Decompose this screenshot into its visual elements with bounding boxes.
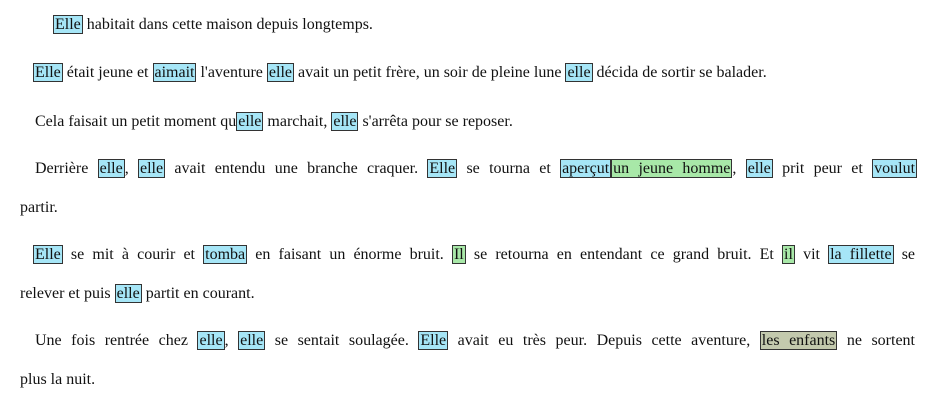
text-run: prit peur et bbox=[772, 160, 873, 177]
text-run: en faisant un énorme bruit. bbox=[247, 246, 452, 263]
text-run: partir. bbox=[20, 199, 58, 216]
paragraph-3-line-1 bbox=[35, 112, 513, 132]
text-run: l'aventure bbox=[196, 64, 267, 81]
mention-elle: Elle bbox=[55, 16, 81, 33]
mention-il: Il bbox=[453, 246, 464, 263]
text-run: Derrière bbox=[35, 160, 98, 177]
paragraph-2-line-1 bbox=[33, 63, 767, 83]
text-run: s'arrêta pour se reposer. bbox=[358, 113, 513, 130]
text-run: habitait dans cette maison depuis longtemps. bbox=[82, 16, 373, 33]
mention-aimait: aimait bbox=[154, 64, 195, 81]
mention-elle: Elle bbox=[35, 64, 61, 81]
text-run: se sentait soulagée. bbox=[265, 332, 419, 349]
text-run: vit bbox=[794, 246, 829, 263]
text-run: Une fois rentrée chez bbox=[35, 332, 198, 349]
text-run: se retourna en entendant ce grand bruit. Et bbox=[465, 246, 783, 263]
mention-elle: Elle bbox=[35, 246, 61, 263]
mention-elle: elle bbox=[199, 332, 223, 349]
paragraph-5-line-2 bbox=[20, 284, 255, 304]
paragraph-5-line-1 bbox=[33, 245, 915, 265]
mention-elle: elle bbox=[240, 332, 264, 349]
text-run: , bbox=[224, 332, 239, 349]
mention-tomba: tomba bbox=[205, 246, 246, 263]
mention-elle: elle bbox=[268, 64, 292, 81]
mention-voulut: voulut bbox=[874, 160, 916, 177]
mention-elle: elle bbox=[139, 160, 164, 177]
mention-elle: elle bbox=[99, 160, 123, 177]
text-run: avait un petit frère, un soir de pleine lune bbox=[293, 64, 566, 81]
text-run: , bbox=[732, 160, 746, 177]
paragraph-6-line-1 bbox=[35, 331, 915, 351]
paragraph-1-line-1 bbox=[53, 15, 373, 35]
paragraph-6-line-2 bbox=[20, 370, 95, 390]
text-run: plus la nuit. bbox=[20, 371, 96, 388]
mention-il: il bbox=[784, 246, 793, 263]
mention-apercut: aperçut bbox=[562, 160, 610, 177]
text-run: avait entendu une branche craquer. bbox=[165, 160, 428, 177]
text-run: marchait, bbox=[263, 113, 332, 130]
text-run: relever et puis bbox=[20, 285, 115, 302]
paragraph-4-line-2 bbox=[20, 198, 58, 218]
mention-un-jeune-homme: un jeune homme bbox=[613, 160, 731, 177]
mention-elle: elle bbox=[238, 113, 262, 130]
mention-elle: elle bbox=[333, 113, 357, 130]
text-run: Cela faisait un petit moment qu bbox=[35, 113, 237, 130]
text-run: avait eu très peur. Depuis cette aventure, bbox=[448, 332, 760, 349]
text-run: , bbox=[124, 160, 138, 177]
mention-la-fillette: la fillette bbox=[830, 246, 892, 263]
text-run: se tourna et bbox=[457, 160, 561, 177]
mention-elle: elle bbox=[567, 64, 591, 81]
mention-elle: Elle bbox=[429, 160, 456, 177]
text-run: se mit à courir et bbox=[62, 246, 204, 263]
text-run: ne sortent bbox=[837, 332, 915, 349]
mention-elle: elle bbox=[116, 285, 140, 302]
text-run: se bbox=[893, 246, 916, 263]
text-run: était jeune et bbox=[62, 64, 153, 81]
mention-les-enfants: les enfants bbox=[761, 332, 836, 349]
text-run: décida de sortir se balader. bbox=[592, 64, 767, 81]
mention-elle: elle bbox=[747, 160, 771, 177]
paragraph-4-line-1 bbox=[35, 159, 917, 179]
mention-elle: Elle bbox=[420, 332, 447, 349]
text-run: partit en courant. bbox=[141, 285, 255, 302]
